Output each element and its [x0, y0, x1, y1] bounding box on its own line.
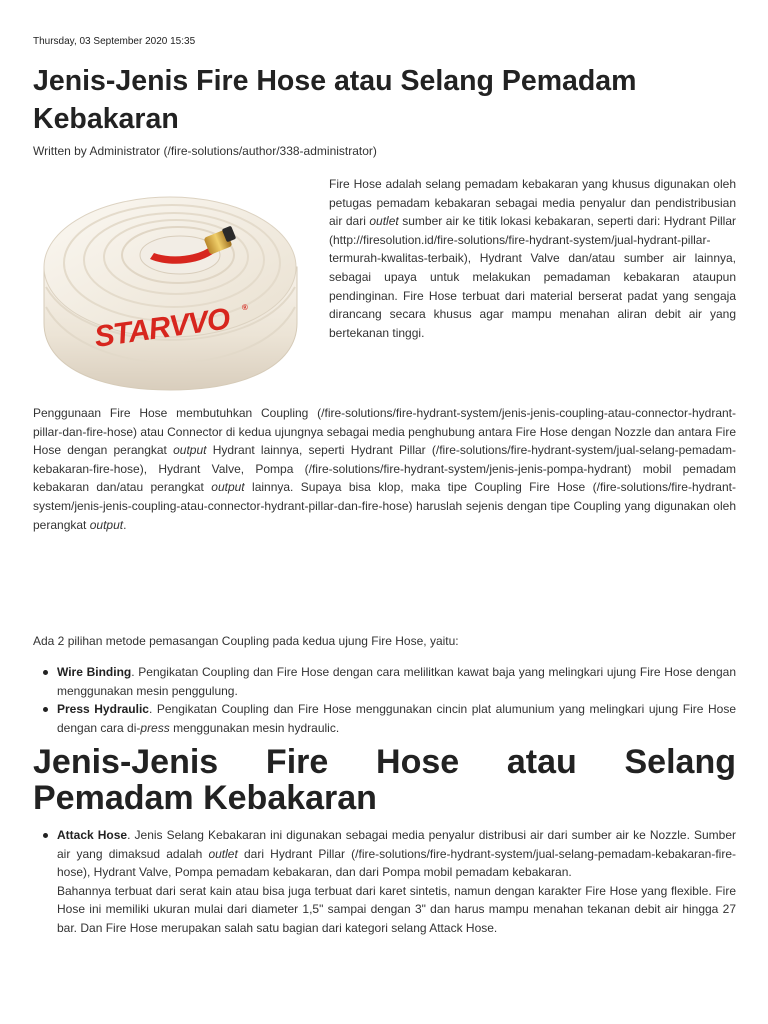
section-heading: Jenis-Jenis Fire Hose atau Selang Pemadam Kebakaran: [33, 743, 736, 817]
author-line[interactable]: Written by Administrator (/fire-solutions/author/338-administrator): [33, 144, 377, 158]
types-list: [33, 826, 736, 938]
coupling-paragraph: Penggunaan Fire Hose membutuhkan Coupling (/fire-solutions/fire-hydrant-system/jenis-jenis-coupling-atau-connector-hydrant-pillar-dan-fire-hose) atau Connector di kedua ujungnya sebagai media penghubung antara Fire Hose dengan Nozzle dan antara Fire Hose dengan perangkat output Hydrant lainnya, seperti Hydrant Pillar (/fire-solutions/fire-hydrant-system/jual-selang-pemadam-kebakaran-fire-hose), Hydrant Valve, Pompa (/fire-solutions/fire-hydrant-system/jenis-jenis-pompa-hydrant) mobil pemadam kebakaran dan/atau perangkat output lainnya. Supaya bisa klop, maka tipe Coupling Fire Hose (/fire-solutions/fire-hydrant-system/jenis-jenis-coupling-atau-connector-hydrant-pillar-dan-fire-hose) haruslah sejenis dengan tipe Coupling yang digunakan oleh perangkat output.: [33, 406, 736, 532]
page-title: Jenis-Jenis Fire Hose atau Selang Pemadam Kebakaran: [33, 65, 637, 135]
post-date: Thursday, 03 September 2020 15:35: [33, 36, 196, 47]
fire-hose-image: [38, 175, 303, 400]
attack-hose-detail: Bahannya terbuat dari serat kain atau bisa juga terbuat dari karet sintetis, namun dengan karakter Fire Hose yang flexible. Fire Hose ini memiliki ukuran mulai dari diameter 1,5" sampai dengan 3" dan harus mampu menahan tekanan debit air hingga 27 bar. Dan Fire Hose merupakan salah satu bagian dari kategori selang Attack Hose.: [57, 883, 736, 935]
list-item: Wire Binding. Pengikatan Coupling dan Fire Hose dengan cara melilitkan kawat baja yang melingkari ujung Fire Hose dengan menggunakan mesin penggulung.: [33, 663, 736, 700]
intro-paragraph: Fire Hose adalah selang pemadam kebakaran yang khusus digunakan oleh petugas pemadam kebakaran sebagai media penyalur dan pendistribusian air dari outlet sumber air ke titik lokasi kebakaran, seperti dari: Hydrant Pillar (http://firesolution.id/fire-solutions/fire-hydrant-system/jual-hydrant-pillar-termurah-kwalitas-terbaik), Hydrant Valve dan/atau sumber air lainnya, sebagai upaya untuk melakukan pemadaman kebakaran ataupun pendinginan. Fire Hose terbuat dari material berserat padat yang sengaja dirancang secara khusus agar mampu menahan aliran debit air yang bertekanan tinggi.: [329, 177, 736, 340]
svg-text:®: ®: [241, 302, 249, 313]
list-item: Press Hydraulic. Pengikatan Coupling dan Fire Hose menggunakan cincin plat alumunium yang melingkari ujung Fire Hose dengan cara di-press menggunakan mesin hydraulic.: [33, 700, 736, 737]
methods-intro: Ada 2 pilihan metode pemasangan Coupling pada kedua ujung Fire Hose, yaitu:: [33, 634, 459, 648]
methods-list: [33, 663, 736, 737]
list-item: Attack Hose. Jenis Selang Kebakaran ini digunakan sebagai media penyalur distribusi air dari sumber air ke Nozzle. Sumber air yang dimaksud adalah outlet dari Hydrant Pillar (/fire-solutions/fire-hydrant-system/jual-selang-pemadam-kebakaran-fire-hose), Hydrant Valve, Pompa pemadam kebakaran, dan dari Pompa mobil pemadam kebakaran. Bahannya terbuat dari serat kain atau bisa juga terbuat dari karet sintetis, namun dengan karakter Fire Hose yang flexible. Fire Hose ini memiliki ukuran mulai dari diameter 1,5" sampai dengan 3" dan harus mampu menahan tekanan debit air hingga 27 bar. Dan Fire Hose merupakan salah satu bagian dari kategori selang Attack Hose.: [33, 826, 736, 938]
brand-text: STARVVO: [92, 302, 232, 354]
